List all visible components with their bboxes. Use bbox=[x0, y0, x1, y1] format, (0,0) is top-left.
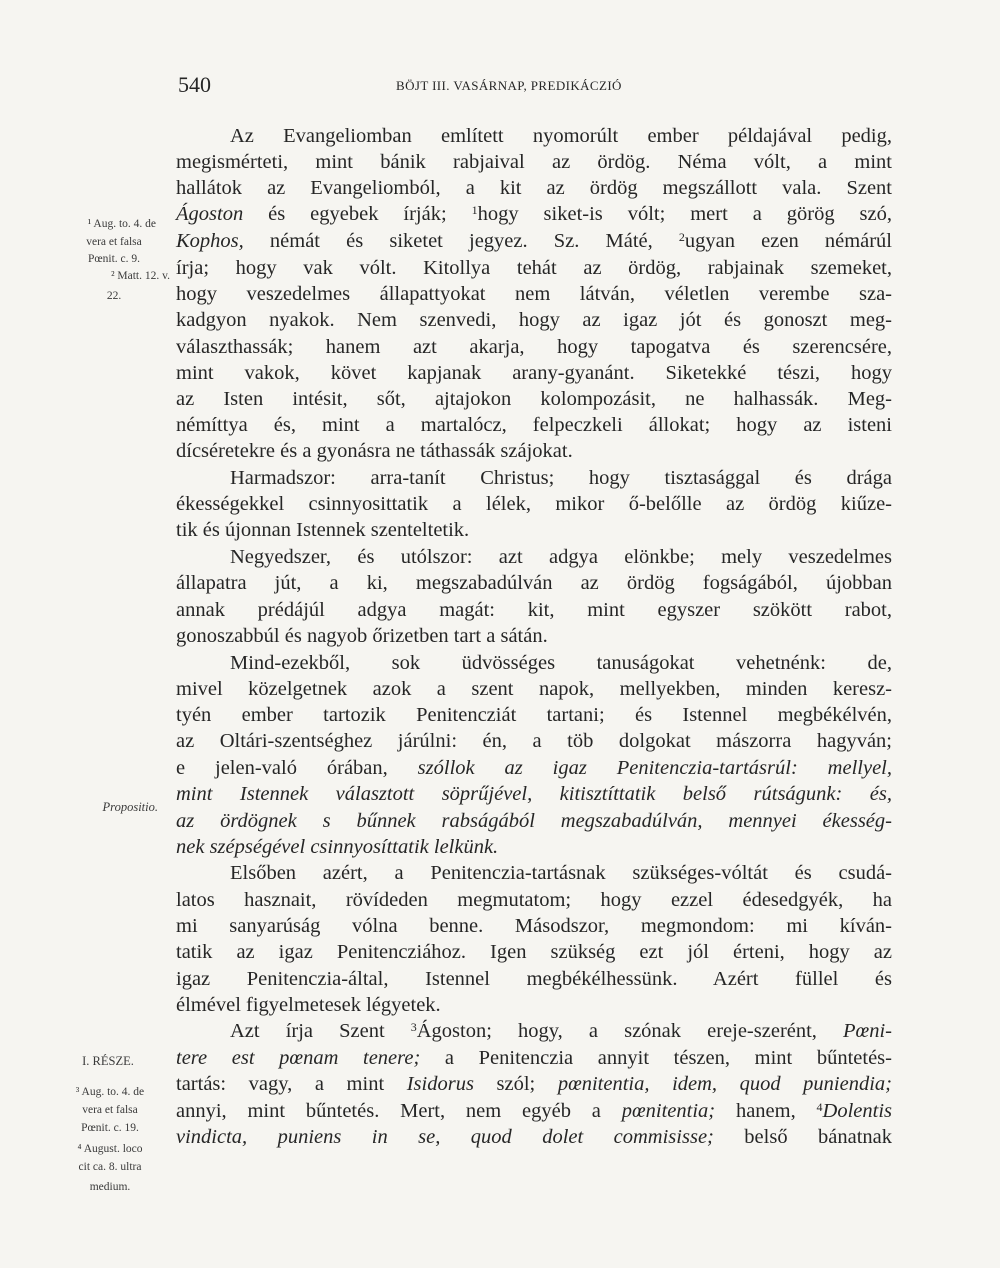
margin-note: cit ca. 8. ultra bbox=[78, 1161, 142, 1173]
text-span: némát és siketet jegyez. Sz. Máté, bbox=[243, 230, 679, 252]
text-span: gonoszabbúl és nagyob őrizetben tart a sátán. bbox=[176, 625, 548, 647]
text-span: az Oltári-szentséghez járúlni: én, a töb dolgokat mászorra hagyván; bbox=[176, 730, 892, 752]
text-line bbox=[176, 1045, 892, 1071]
text-line bbox=[176, 1124, 892, 1150]
text-line bbox=[176, 360, 892, 386]
text-line bbox=[176, 412, 892, 438]
text-span: belső bánatnak bbox=[713, 1126, 893, 1148]
text-span: hallátok az Evangeliomból, a kit az ördög megszállott vala. Szent bbox=[176, 177, 892, 199]
text-span: szól; bbox=[473, 1073, 558, 1095]
italic-span: vindicta, puniens in se, quod dolet commisisse; bbox=[176, 1126, 714, 1148]
margin-note-section: I. RÉSZE. bbox=[82, 1054, 134, 1068]
footnote-marker: 4 bbox=[816, 1100, 823, 1114]
text-span: Negyedszer, és utólszor: azt adgya elönkbe; mely veszedelmes bbox=[230, 546, 892, 568]
italic-span: Kophos, bbox=[176, 230, 244, 252]
text-span: és egyebek írják; bbox=[243, 203, 472, 225]
text-line bbox=[176, 175, 892, 201]
text-line bbox=[176, 966, 892, 992]
text-span: Harmadszor: arra-tanít Christus; hogy tisztasággal és drága bbox=[230, 467, 892, 489]
running-head: BÖJT III. VASÁRNAP, PREDIKÁCZIÓ bbox=[396, 78, 622, 93]
italic-span: Isidorus bbox=[406, 1073, 474, 1095]
text-line bbox=[176, 1098, 892, 1124]
text-span: némíttya és, mint a martalócz, felpeczkeli állokat; hogy az isteni bbox=[176, 414, 892, 436]
text-line bbox=[176, 201, 892, 227]
text-span: állapatra jút, a ki, megszabadúlván az ördög fogságából, újobban bbox=[176, 572, 892, 594]
text-span: hogy siket-is vólt; mert a görög szó, bbox=[477, 203, 893, 225]
text-span: Elsőben azért, a Penitenczia-tartásnak szükséges-vóltát és csudá- bbox=[230, 862, 892, 884]
margin-note: Pœnit. c. 9. bbox=[87, 253, 141, 265]
text-span: tartás: vagy, a mint bbox=[176, 1073, 407, 1095]
text-line bbox=[230, 650, 892, 676]
text-line bbox=[176, 834, 892, 860]
text-line bbox=[176, 281, 892, 307]
text-line bbox=[176, 570, 892, 596]
text-span: mivel közelgetnek azok a szent napok, mellyekben, minden keresz- bbox=[176, 678, 892, 700]
text-line bbox=[230, 544, 892, 570]
text-span: mint vakok, követ kapjanak arany-gyanánt. Siketekké tészi, hogy bbox=[176, 362, 892, 384]
text-line bbox=[176, 728, 892, 754]
text-line bbox=[176, 491, 892, 517]
italic-span: tere est pœnam tenere; bbox=[176, 1047, 421, 1069]
text-span: hanem, bbox=[715, 1100, 817, 1122]
footnote-marker: 2 bbox=[678, 230, 685, 244]
text-span: Az Evangeliomban említett nyomorúlt ember példajával pedig, bbox=[230, 125, 892, 147]
italic-span: szóllok az igaz Penitenczia-tartásrúl: mellyel, bbox=[417, 757, 892, 779]
text-span: választhassák; hanem azt akarja, hogy tapogatva és szerencsére, bbox=[176, 336, 892, 358]
text-line bbox=[176, 992, 892, 1018]
margin-note: ⁴ August. loco bbox=[77, 1143, 143, 1155]
text-span: tatik az igaz Penitencziához. Igen szükség ezt jól érteni, hogy az bbox=[176, 941, 892, 963]
text-span: igaz Penitenczia-által, Istennel megbékélhessünk. Azért füllel és bbox=[176, 968, 892, 990]
text-span: e jelen-való órában, bbox=[176, 757, 418, 779]
text-span: dícséretekre és a gyonásra ne táthassák szájokat. bbox=[176, 440, 573, 462]
text-line bbox=[176, 887, 892, 913]
text-line bbox=[176, 755, 892, 781]
text-line bbox=[176, 597, 892, 623]
text-line bbox=[176, 676, 892, 702]
text-span: annyi, mint bűntetés. Mert, nem egyéb a bbox=[176, 1100, 622, 1122]
text-line bbox=[176, 1071, 892, 1097]
text-line bbox=[176, 702, 892, 728]
text-span: Ágoston; hogy, a szónak ereje-szerént, bbox=[416, 1020, 844, 1042]
margin-note: ² Matt. 12. v. bbox=[111, 270, 170, 282]
italic-span: mint Istennek választott söprűjével, kitisztíttatik belső rútságunk: és, bbox=[176, 783, 892, 805]
margin-note-propositio: Propositio. bbox=[102, 800, 158, 814]
margin-note: vera et falsa bbox=[82, 1104, 138, 1116]
text-span: ékességekkel csinnyosittatik a lélek, mikor ő-belőlle az ördög kiűze- bbox=[176, 493, 892, 515]
text-span: hogy veszedelmes állapattyokat nem látván, véletlen verembe sza- bbox=[176, 283, 892, 305]
margin-note: ³ Aug. to. 4. de bbox=[75, 1086, 145, 1098]
text-line bbox=[176, 386, 892, 412]
italic-span: pœnitentia; bbox=[621, 1100, 716, 1122]
italic-span: az ördögnek s bűnnek rabságából megszabadúlván, mennyei ékesség- bbox=[176, 810, 892, 832]
footnote-marker: 1 bbox=[471, 203, 478, 217]
text-span: mi sanyarúság vólna benne. Másodszor, megmondom: mi kíván- bbox=[176, 915, 892, 937]
text-span: kadgyon nyakok. Nem szenvedi, hogy az igaz jót és gonoszt meg- bbox=[176, 309, 892, 331]
text-line bbox=[230, 123, 892, 149]
text-line bbox=[176, 939, 892, 965]
text-line bbox=[176, 307, 892, 333]
text-span: Azt írja Szent bbox=[230, 1020, 411, 1042]
text-line bbox=[230, 465, 892, 491]
text-line bbox=[176, 781, 892, 807]
text-span: tik és újonnan Istennek szenteltetik. bbox=[176, 519, 470, 541]
italic-span: Ágoston bbox=[176, 203, 244, 225]
text-line bbox=[230, 860, 892, 886]
italic-span: Pœni- bbox=[843, 1020, 892, 1042]
text-span: élmével figyelmetesek légyetek. bbox=[176, 994, 441, 1016]
margin-note: vera et falsa bbox=[86, 236, 142, 248]
text-span: megismérteti, mint bánik rabjaival az ördög. Néma vólt, a mint bbox=[176, 151, 892, 173]
italic-span: nek szépségével csinnyosíttatik lelkünk. bbox=[176, 836, 499, 858]
italic-span: Dolentis bbox=[822, 1100, 892, 1122]
margin-note: 22. bbox=[106, 290, 122, 302]
text-line bbox=[230, 1018, 892, 1044]
text-line bbox=[176, 808, 892, 834]
italic-span: pœnitentia, idem, quod puniendia; bbox=[557, 1073, 893, 1095]
text-line bbox=[176, 623, 892, 649]
text-span: Mind-ezekből, sok üdvösséges tanuságokat vehetnénk: de, bbox=[230, 652, 892, 674]
text-line bbox=[176, 438, 892, 464]
footnote-marker: 3 bbox=[410, 1020, 417, 1034]
text-line bbox=[176, 334, 892, 360]
page-number: 540 bbox=[178, 72, 211, 97]
text-span: írja; hogy vak vólt. Kitollya tehát az ördög, rabjainak szemeket, bbox=[176, 257, 892, 279]
text-line bbox=[176, 149, 892, 175]
margin-note: Pœnit. c. 19. bbox=[81, 1122, 139, 1134]
text-line bbox=[176, 228, 892, 254]
text-span: ugyan ezen némárúl bbox=[684, 230, 893, 252]
text-span: tyén ember tartozik Penitencziát tartani; és Istennel megbékélvén, bbox=[176, 704, 892, 726]
text-line bbox=[176, 913, 892, 939]
text-span: az Isten intésit, sőt, ajtajokon kolompozásit, ne halhassák. Meg- bbox=[176, 388, 892, 410]
text-span: latos hasznait, rövídeden megmutatom; hogy ezzel édesedgyék, ha bbox=[176, 889, 892, 911]
text-line bbox=[176, 255, 892, 281]
text-span: a Penitenczia annyit tészen, mint bűntetés- bbox=[420, 1047, 892, 1069]
text-span: annak prédájúl adgya magát: kit, mint egyszer szökött rabot, bbox=[176, 599, 892, 621]
margin-note: ¹ Aug. to. 4. de bbox=[87, 218, 156, 230]
margin-note: medium. bbox=[89, 1181, 131, 1193]
text-line bbox=[176, 517, 892, 543]
